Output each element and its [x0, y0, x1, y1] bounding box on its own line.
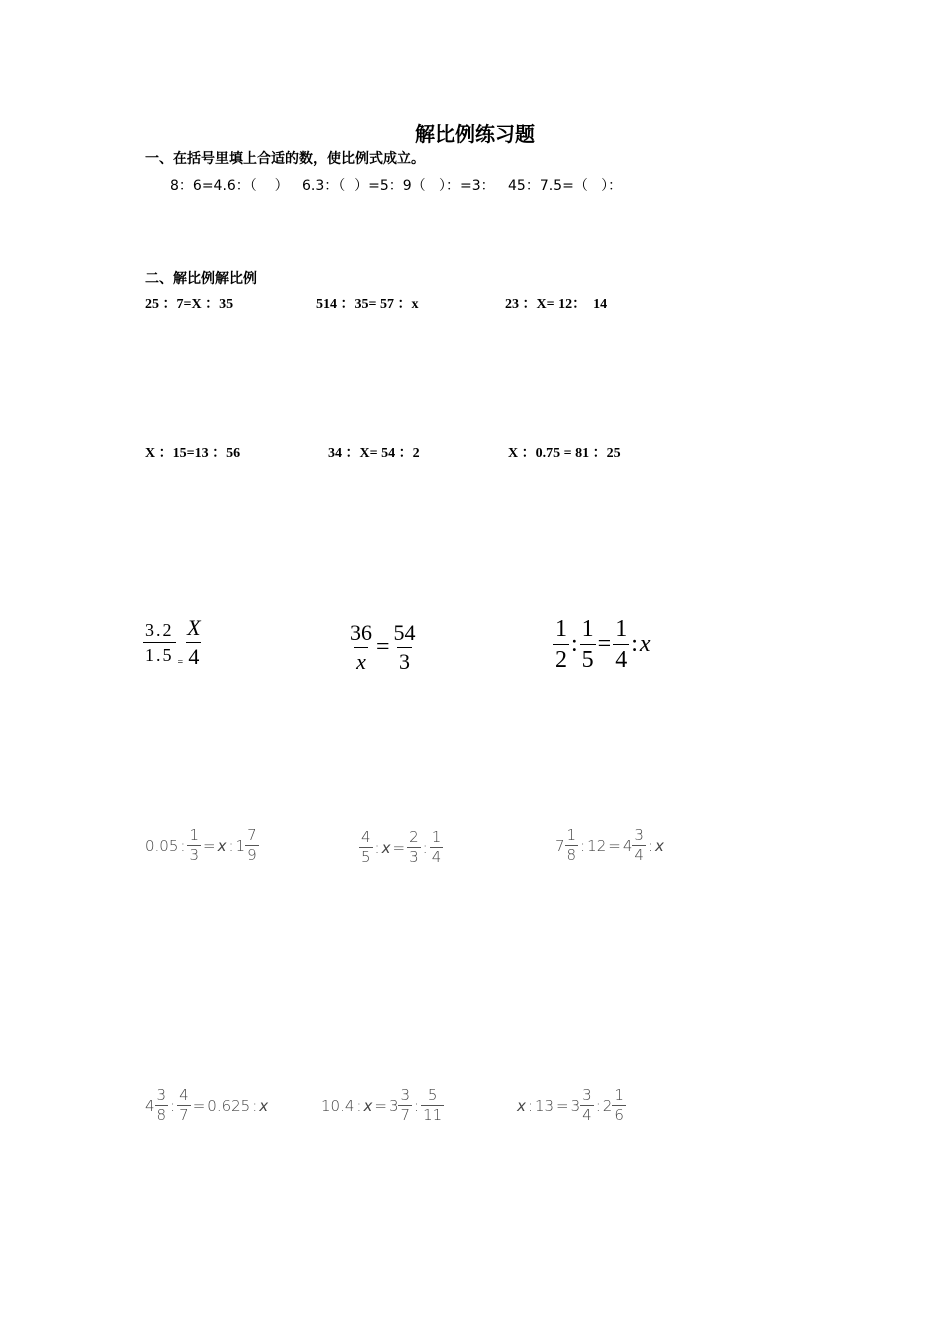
problem-2-3: 23 ：X= 12： 14 — [505, 297, 608, 312]
problem-2-4: X ：15=13 ：56 — [145, 446, 241, 461]
problem-2-1: 25 ：7=X ：35 — [145, 297, 234, 312]
equation-4-2: $\frac{4}{5}$ : x = $\frac{2}{3}$ : $\frac{1}{4}$ — [361, 828, 442, 866]
equation-3-2: $\frac{36}{x}$ = $\frac{54}{3}$ — [350, 620, 416, 674]
equation-5-3: x : 13 = 3 $\frac{3}{4}$ : 2 $\frac{1}{6}$ — [517, 1086, 624, 1124]
equation-3-3: $\frac{1}{2}$ : $\frac{1}{5}$ = $\frac{1}{4}$ : x — [555, 616, 651, 673]
equation-3-1: $\frac{3.2}{1.5}$ = $\frac{X}{4}$ — [145, 615, 201, 669]
page-title: 解比例练习题 — [415, 122, 535, 146]
equation-5-1: 4 $\frac{3}{8}$ : $\frac{4}{7}$ = 0.625 : x — [145, 1086, 269, 1124]
equation-4-1: 0.05 : $\frac{1}{3}$ = x : 1 $\frac{7}{9}$ — [145, 826, 257, 864]
equation-4-3: 7 $\frac{1}{8}$ : 12 = 4 $\frac{3}{4}$ : x — [555, 826, 664, 864]
section1-problems: 8：6=4.6：（ ） 6.3：（ ）=5：9（ ）：=3： 45：7.5=（ ）： — [170, 178, 623, 194]
problem-2-2: 514 ：35= 57 ：x — [316, 297, 419, 312]
section2-heading: 二、解比例解比例 — [145, 271, 257, 287]
problem-2-6: X ：0.75 = 81 ：25 — [508, 446, 621, 461]
section1-heading: 一、在括号里填上合适的数，使比例式成立。 — [145, 151, 425, 167]
equation-5-2: 10.4 : x = 3 $\frac{3}{7}$ : $\frac{5}{11}$ — [321, 1086, 443, 1124]
problem-2-5: 34 ：X= 54 ：2 — [328, 446, 420, 461]
